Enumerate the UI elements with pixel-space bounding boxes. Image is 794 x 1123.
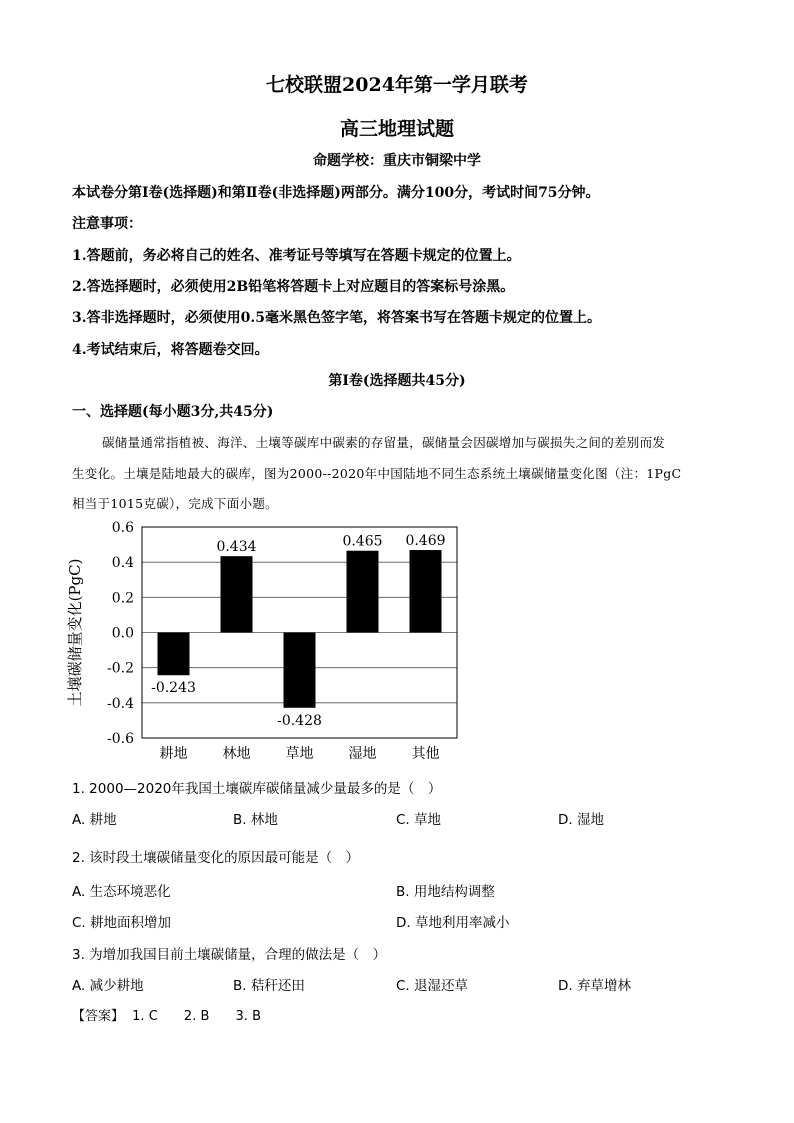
school-line: 命题学校：重庆市铜梁中学 [313,153,481,169]
exam-subtitle: 高三地理试题 [339,118,454,140]
bar [158,633,190,676]
y-tick-label: -0.2 [107,660,134,677]
question-1-stem: 1. 2000—2020年我国土壤碳库碳储量减少量最多的是（ ） [72,781,442,797]
passage-line-2: 生变化。土壤是陆地最大的碳库，图为2000--2020年中国陆地不同生态系统土壤碳储量变化图（注：1PgC [72,466,682,481]
passage-line-3: 相当于1015克碳），完成下面小题。 [72,496,278,511]
note-4: 4.考试结束后，将答题卷交回。 [72,342,269,358]
bar [347,551,379,633]
note-3: 3.答非选择题时，必须使用0.5毫米黑色签字笔，将答案书写在答题卡规定的位置上。 [72,310,601,326]
part-heading: 一、选择题(每小题3分,共45分) [72,404,274,420]
y-axis-label: 土壤碳储量变化(PgC) [66,558,84,707]
q2-option-b: B. 用地结构调整 [396,884,495,900]
section-heading: 第Ⅰ卷(选择题共45分) [328,373,466,389]
y-tick-label: 0.6 [111,520,134,536]
data-label: -0.428 [277,712,322,729]
q3-option-d: D. 弃草增林 [558,978,631,994]
x-tick-label: 其他 [411,746,440,762]
note-1: 1.答题前，务必将自己的姓名、准考证号等填写在答题卡规定的位置上。 [72,248,521,264]
data-label: 0.434 [216,539,257,556]
q1-option-a: A. 耕地 [72,812,117,828]
q2-option-d: D. 草地利用率减小 [396,915,510,931]
data-label: 0.469 [405,533,446,550]
y-tick-label: 0.2 [111,590,134,607]
bar [410,550,442,632]
answer-tag: 【答案】 [72,1009,125,1024]
answer-1: 1. C [132,1009,158,1024]
chart-bars [158,550,442,708]
passage-line-1: 碳储量通常指植被、海洋、土壤等碳库中碳素的存留量，碳储量会因碳增加与碳损失之间的差别而发 [102,435,666,450]
x-tick-label: 耕地 [159,746,188,762]
data-label: 0.465 [342,533,383,550]
q1-option-d: D. 湿地 [558,812,604,828]
q1-option-c: C. 草地 [396,812,442,828]
q3-option-b: B. 秸秆还田 [233,978,305,994]
answer-2: 2. B [183,1009,210,1024]
x-tick-labels [160,745,440,762]
y-tick-label: 0.4 [111,555,134,572]
q2-option-c: C. 耕地面积增加 [72,915,172,931]
q1-option-b: B. 林地 [233,812,278,828]
y-tick-label: 0.0 [111,625,134,642]
intro-line: 本试卷分第Ⅰ卷(选择题)和第Ⅱ卷(非选择题)两部分。满分100分，考试时间75分钟。 [72,185,600,201]
q2-option-a: A. 生态环境恶化 [72,884,171,900]
question-2-stem: 2. 该时段土壤碳储量变化的原因最可能是（ ） [72,850,360,866]
x-tick-label: 林地 [222,746,251,762]
y-tick-label: -0.6 [107,731,134,747]
x-tick-label: 湿地 [348,746,377,762]
bar [284,633,316,708]
x-tick-label: 草地 [285,746,314,762]
note-2: 2.答选择题时，必须使用2B铅笔将答题卡上对应题目的答案标号涂黑。 [72,279,515,295]
q3-option-c: C. 退湿还草 [396,978,469,994]
q3-option-a: A. 减少耕地 [72,978,144,994]
notice-title: 注意事项： [72,216,142,232]
y-tick-label: -0.4 [107,695,134,712]
answer-line [72,1005,261,1024]
y-tick-labels [107,520,134,747]
data-label: -0.243 [151,680,196,697]
answer-3: 3. B [235,1009,261,1024]
bar [221,556,253,632]
soil-carbon-bar-chart [62,515,472,770]
exam-title: 七校联盟2024年第一学月联考 [266,74,528,96]
question-3-stem: 3. 为增加我国目前土壤碳储量，合理的做法是（ ） [72,947,387,963]
